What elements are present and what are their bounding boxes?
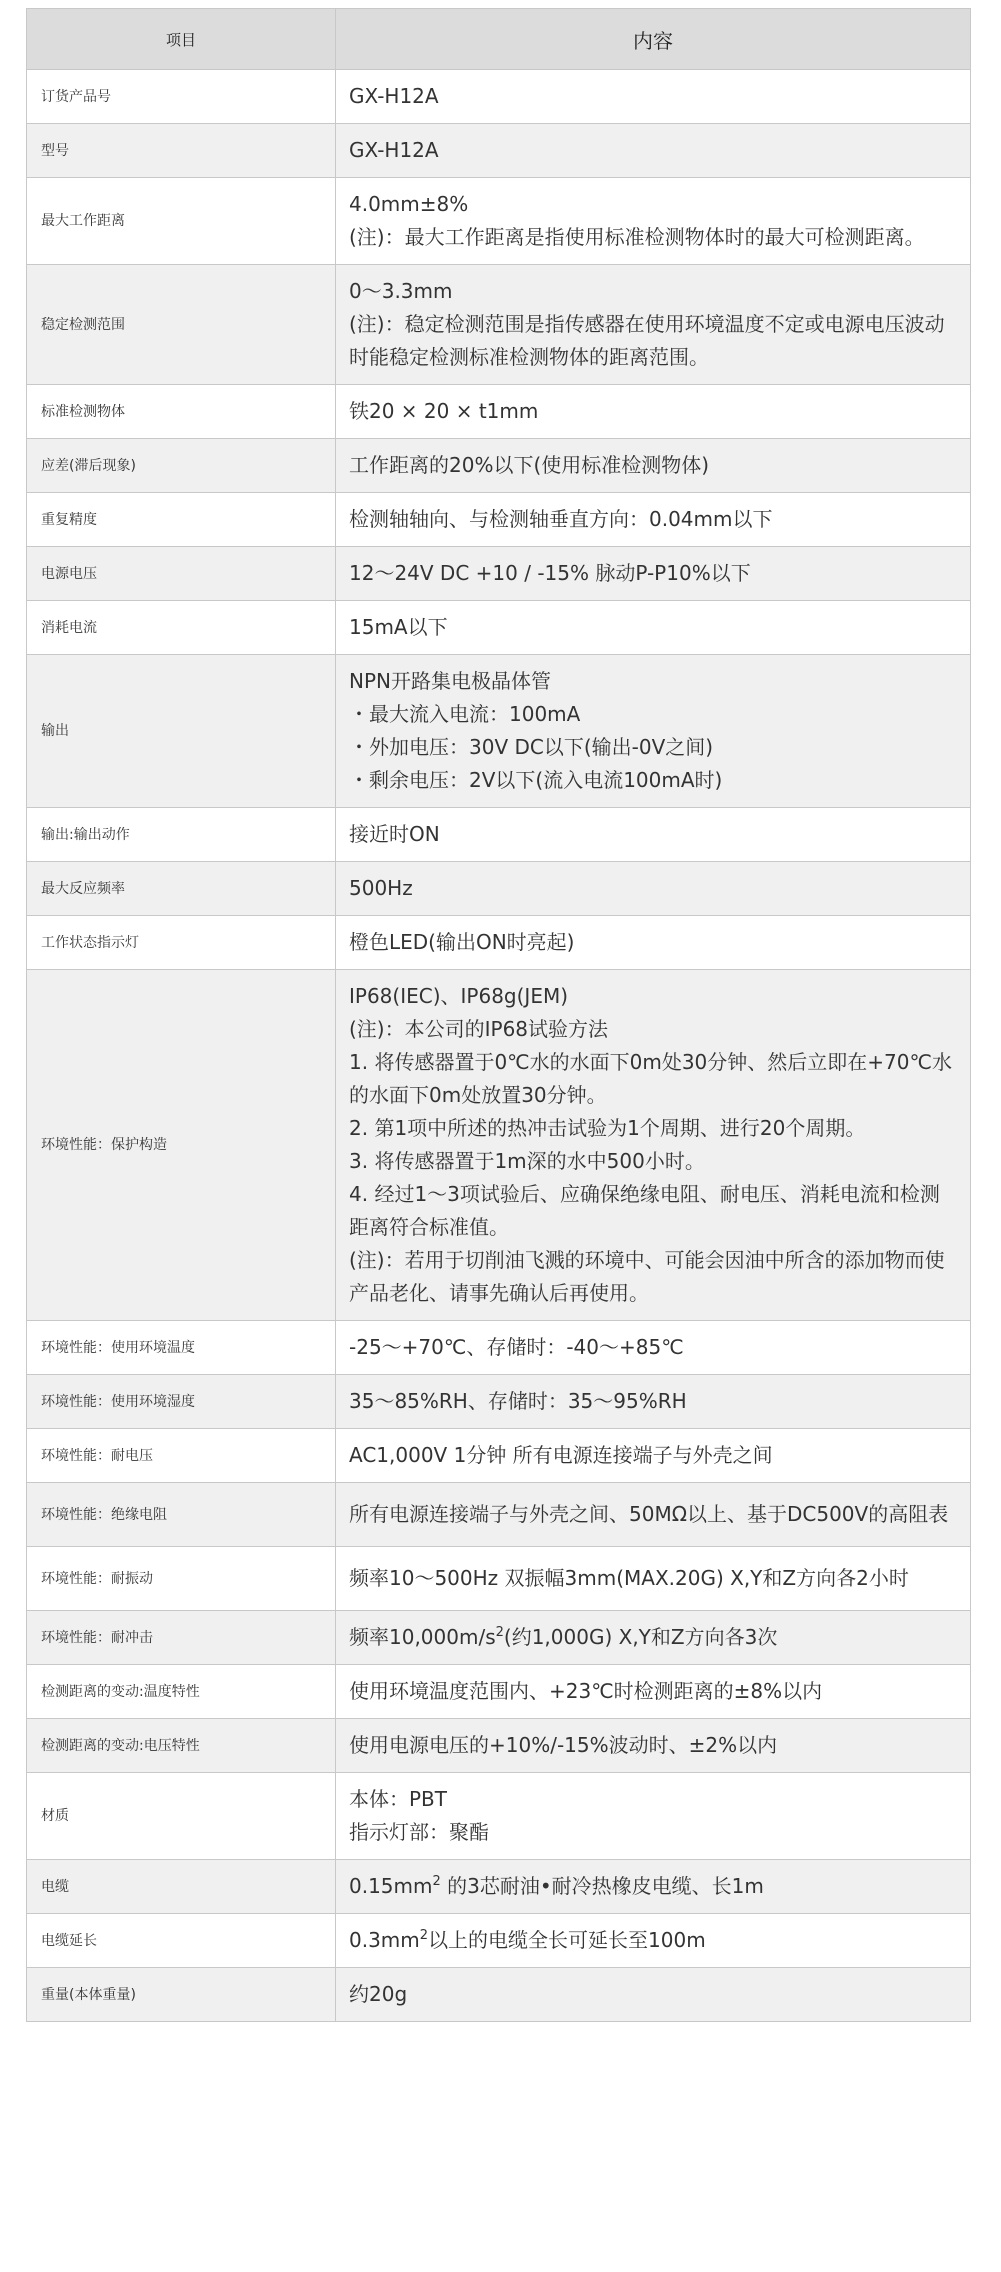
table-row [27, 1773, 971, 1860]
spec-label: 标准检测物体 [27, 385, 336, 439]
spec-value-line: ・剩余电压：2V以下(流入电流100mA时) [349, 768, 723, 792]
spec-label: 订货产品号 [27, 70, 336, 124]
spec-value-line: (注)：本公司的IP68试验方法 [349, 1017, 609, 1041]
spec-value [336, 1429, 971, 1483]
spec-value [336, 1773, 971, 1860]
spec-value [336, 916, 971, 970]
spec-label: 应差(滞后现象) [27, 439, 336, 493]
spec-label: 电缆延长 [27, 1914, 336, 1968]
spec-value [336, 1968, 971, 2022]
spec-label: 检测距离的变动:电压特性 [27, 1719, 336, 1773]
spec-label: 环境性能：使用环境温度 [27, 1321, 336, 1375]
spec-value-text: (约1,000G) X,Y和Z方向各3次 [503, 1625, 778, 1649]
spec-label: 工作状态指示灯 [27, 916, 336, 970]
table-row [27, 1719, 971, 1773]
spec-label: 环境性能：耐冲击 [27, 1611, 336, 1665]
spec-value-text: 以上的电缆全长可延长至100m [428, 1928, 706, 1952]
spec-label: 输出:输出动作 [27, 808, 336, 862]
spec-value-text: 频率10,000m/s [349, 1625, 496, 1649]
spec-label: 最大工作距离 [27, 178, 336, 265]
spec-label: 环境性能：使用环境湿度 [27, 1375, 336, 1429]
spec-value-line: ・外加电压：30V DC以下(输出-0V之间) [349, 735, 714, 759]
table-row [27, 601, 971, 655]
spec-value-line: 接近时ON [349, 822, 440, 846]
spec-value [336, 439, 971, 493]
spec-label: 环境性能：耐电压 [27, 1429, 336, 1483]
spec-value [336, 601, 971, 655]
spec-label: 环境性能：耐振动 [27, 1547, 336, 1611]
spec-value-line: 0～3.3mm [349, 279, 453, 303]
spec-value [336, 1914, 971, 1968]
spec-value [336, 970, 971, 1321]
spec-value-text: 的3芯耐油•耐冷热橡皮电缆、长1m [440, 1874, 764, 1898]
spec-value [336, 1665, 971, 1719]
spec-value-line [349, 1621, 957, 1654]
spec-label: 环境性能：保护构造 [27, 970, 336, 1321]
spec-value-line: 2. 第1项中所述的热冲击试验为1个周期、进行20个周期。 [349, 1116, 866, 1140]
spec-label: 电缆 [27, 1860, 336, 1914]
spec-value [336, 808, 971, 862]
spec-value [336, 70, 971, 124]
spec-value-line: NPN开路集电极晶体管 [349, 669, 551, 693]
spec-label: 材质 [27, 1773, 336, 1860]
spec-value [336, 124, 971, 178]
spec-value-line: (注)：最大工作距离是指使用标准检测物体时的最大可检测距离。 [349, 225, 925, 249]
spec-value [336, 385, 971, 439]
header-content: 内容 [336, 9, 971, 70]
spec-value-line: GX-H12A [349, 84, 439, 108]
spec-value-line: 本体：PBT [349, 1787, 447, 1811]
spec-value-line: ・最大流入电流：100mA [349, 702, 581, 726]
spec-value-line: 35～85%RH、存储时：35～95%RH [349, 1389, 687, 1413]
table-row [27, 1860, 971, 1914]
spec-value-line: 工作距离的20%以下(使用标准检测物体) [349, 453, 710, 477]
spec-value-line: (注)：若用于切削油飞溅的环境中、可能会因油中所含的添加物而使产品老化、请事先确认后再使用。 [349, 1248, 945, 1305]
spec-value-line: 15mA以下 [349, 615, 448, 639]
header-item: 项目 [27, 9, 336, 70]
spec-value-line: 使用电源电压的+10%/-15%波动时、±2%以内 [349, 1733, 778, 1757]
spec-value-line: -25～+70℃、存储时：-40～+85℃ [349, 1335, 684, 1359]
spec-value-line: 橙色LED(输出ON时亮起) [349, 930, 575, 954]
spec-value-line: 12～24V DC +10 / -15% 脉动P-P10%以下 [349, 561, 751, 585]
spec-value-line: 铁20 × 20 × t1mm [349, 399, 539, 423]
spec-label: 环境性能：绝缘电阻 [27, 1483, 336, 1547]
table-row [27, 862, 971, 916]
spec-value-line: GX-H12A [349, 138, 439, 162]
spec-value-line [349, 1870, 957, 1903]
table-row [27, 1375, 971, 1429]
spec-value-line [349, 1924, 957, 1957]
table-row [27, 1611, 971, 1665]
spec-table [26, 8, 971, 2022]
table-row [27, 916, 971, 970]
spec-value-line: AC1,000V 1分钟 所有电源连接端子与外壳之间 [349, 1443, 773, 1467]
table-row [27, 385, 971, 439]
spec-value [336, 178, 971, 265]
spec-value [336, 1611, 971, 1665]
spec-value-line: 4. 经过1～3项试验后、应确保绝缘电阻、耐电压、消耗电流和检测距离符合标准值。 [349, 1182, 940, 1239]
table-row [27, 970, 971, 1321]
table-row [27, 655, 971, 808]
spec-label: 重复精度 [27, 493, 336, 547]
spec-label: 输出 [27, 655, 336, 808]
spec-value-line: 4.0mm±8% [349, 192, 469, 216]
spec-value-line: 使用环境温度范围内、+23℃时检测距离的±8%以内 [349, 1679, 823, 1703]
spec-label: 电源电压 [27, 547, 336, 601]
table-row [27, 1429, 971, 1483]
spec-value-line: 500Hz [349, 876, 413, 900]
spec-value [336, 493, 971, 547]
spec-label: 消耗电流 [27, 601, 336, 655]
spec-value [336, 1547, 971, 1611]
spec-label: 稳定检测范围 [27, 265, 336, 385]
spec-value-line: 约20g [349, 1982, 408, 2006]
spec-value-line: 指示灯部：聚酯 [349, 1820, 489, 1844]
spec-label: 重量(本体重量) [27, 1968, 336, 2022]
spec-value-line: 3. 将传感器置于1m深的水中500小时。 [349, 1149, 705, 1173]
spec-value [336, 265, 971, 385]
spec-value-line: (注)：稳定检测范围是指传感器在使用环境温度不定或电源电压波动时能稳定检测标准检测物体的距离范围。 [349, 312, 945, 369]
table-row [27, 70, 971, 124]
table-row [27, 439, 971, 493]
table-row [27, 1665, 971, 1719]
table-row [27, 1968, 971, 2022]
spec-value [336, 1321, 971, 1375]
spec-table-body [27, 70, 971, 2022]
spec-value-line: 检测轴轴向、与检测轴垂直方向：0.04mm以下 [349, 507, 773, 531]
spec-value-line: 频率10～500Hz 双振幅3mm(MAX.20G) X,Y和Z方向各2小时 [349, 1566, 909, 1590]
spec-label: 检测距离的变动:温度特性 [27, 1665, 336, 1719]
spec-value-text: 0.3mm [349, 1928, 420, 1952]
table-row [27, 808, 971, 862]
superscript-exponent: 2 [432, 1874, 441, 1889]
superscript-exponent: 2 [495, 1625, 504, 1640]
table-row [27, 124, 971, 178]
spec-value [336, 1719, 971, 1773]
table-row [27, 265, 971, 385]
spec-value [336, 1860, 971, 1914]
table-header-row [27, 9, 971, 70]
spec-value-text: 0.15mm [349, 1874, 433, 1898]
spec-value [336, 655, 971, 808]
spec-label: 最大反应频率 [27, 862, 336, 916]
spec-table-container [26, 8, 971, 2022]
spec-value [336, 1483, 971, 1547]
table-row [27, 1321, 971, 1375]
spec-value [336, 547, 971, 601]
spec-value-line: IP68(IEC)、IP68g(JEM) [349, 984, 569, 1008]
spec-value [336, 1375, 971, 1429]
table-row [27, 1483, 971, 1547]
spec-label: 型号 [27, 124, 336, 178]
superscript-exponent: 2 [419, 1928, 429, 1943]
spec-value [336, 862, 971, 916]
table-row [27, 547, 971, 601]
table-row [27, 1914, 971, 1968]
table-row [27, 493, 971, 547]
table-row [27, 1547, 971, 1611]
spec-value-line: 1. 将传感器置于0℃水的水面下0m处30分钟、然后立即在+70℃水的水面下0m处放置30分钟。 [349, 1050, 952, 1107]
spec-value-line: 所有电源连接端子与外壳之间、50MΩ以上、基于DC500V的高阻表 [349, 1502, 949, 1526]
table-row [27, 178, 971, 265]
